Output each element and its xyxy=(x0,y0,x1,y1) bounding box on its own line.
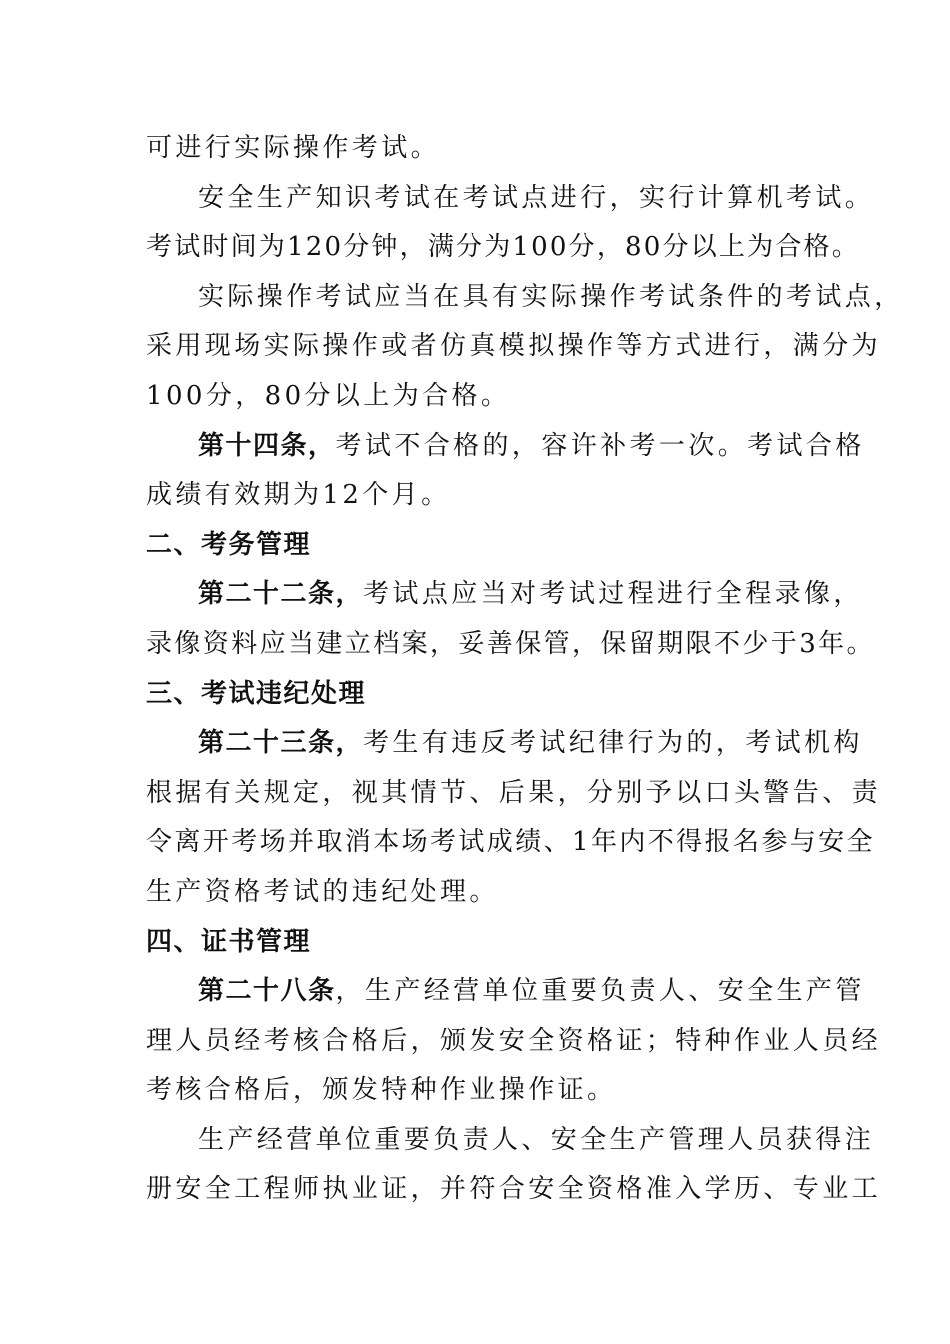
paragraph-article-23 xyxy=(146,719,863,769)
text-line: 理人员经考核合格后，颁发安全资格证；特种作业人员经 xyxy=(146,1025,882,1056)
article-label: 第十四条， xyxy=(198,430,336,461)
article-text: ，生产经营单位重要负责人、安全生产管 xyxy=(335,976,865,1007)
text-line: 录像资料应当建立档案，妥善保管，保留期限不少于3年。 xyxy=(146,628,875,659)
article-text: 考试不合格的，容许补考一次。考试合格 xyxy=(335,430,865,461)
paragraph-article-22 xyxy=(146,570,863,620)
article-label: 第二十八条 xyxy=(198,976,336,1007)
text-line: 生产资格考试的违纪处理。 xyxy=(146,876,499,907)
section-heading: 三、考试违纪处理 xyxy=(146,678,367,709)
text-line: 安全生产知识考试在考试点进行，实行计算机考试。 xyxy=(198,182,875,213)
document-body xyxy=(146,124,904,1215)
section-heading: 二、考务管理 xyxy=(146,529,312,560)
text-line: 令离开考场并取消本场考试成绩、1年内不得报名参与安全 xyxy=(146,827,875,858)
article-text: 考试点应当对考试过程进行全程录像， xyxy=(363,579,863,610)
text-line: 实际操作考试应当在具有实际操作考试条件的考试点， xyxy=(198,281,904,312)
text-line: 成绩有效期为12个月。 xyxy=(146,480,451,511)
text-line: 可进行实际操作考试。 xyxy=(146,133,441,163)
text-line: 生产经营单位重要负责人、安全生产管理人员获得注 xyxy=(198,1124,875,1155)
article-label: 第二十三条， xyxy=(198,728,364,759)
article-label: 第二十二条， xyxy=(198,579,364,610)
paragraph-article-28 xyxy=(146,967,865,1017)
paragraph-article-14 xyxy=(146,422,865,472)
article-text: 考生有违反考试纪律行为的，考试机构 xyxy=(363,728,863,759)
text-line: 考核合格后，颁发特种作业操作证。 xyxy=(146,1075,617,1106)
text-line: 考试时间为120分钟，满分为100分，80分以上为合格。 xyxy=(146,232,860,263)
text-line: 采用现场实际操作或者仿真模拟操作等方式进行，满分为 xyxy=(146,331,882,362)
text-line: 册安全工程师执业证，并符合安全资格准入学历、专业工 xyxy=(146,1174,882,1205)
text-line: 100分，80分以上为合格。 xyxy=(146,380,511,411)
section-heading: 四、证书管理 xyxy=(146,926,312,957)
text-line: 根据有关规定，视其情节、后果，分别予以口头警告、责 xyxy=(146,777,882,808)
